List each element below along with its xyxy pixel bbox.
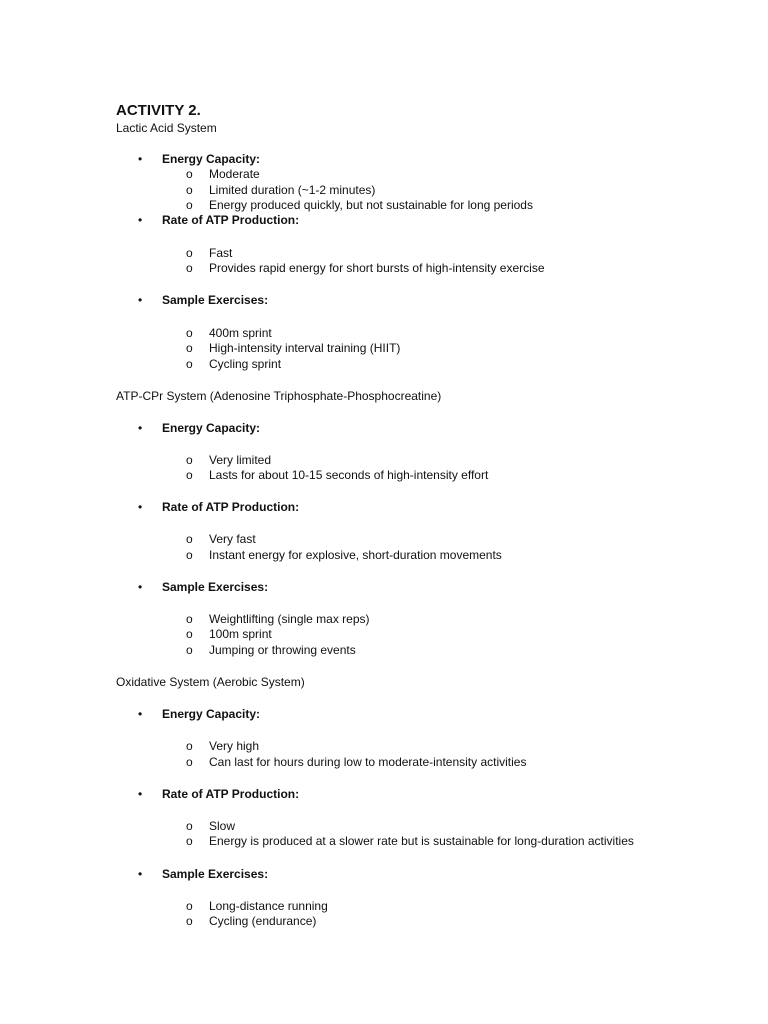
bullet-marker: • [138, 421, 143, 435]
bullet-marker: • [138, 580, 143, 594]
sub-bullet-marker: o [186, 532, 193, 546]
sub-bullet-marker: o [186, 468, 193, 482]
bullet-label: Sample Exercises: [162, 293, 269, 307]
sub-bullet-marker: o [186, 183, 193, 197]
activity-title: ACTIVITY 2. [116, 102, 201, 119]
list-item: Jumping or throwing events [209, 643, 356, 657]
list-item: Lasts for about 10-15 seconds of high-intensity effort [209, 468, 489, 482]
bullet-marker: • [138, 787, 143, 801]
bullet-label: Energy Capacity: [162, 421, 261, 435]
list-item: Very limited [209, 453, 272, 467]
list-item: Energy is produced at a slower rate but is sustainable for long-duration activities [209, 834, 634, 848]
bullet-label: Rate of ATP Production: [162, 787, 300, 801]
sub-bullet-marker: o [186, 643, 193, 657]
list-item: Long-distance running [209, 899, 328, 913]
list-item: Very high [209, 739, 260, 753]
bullet-marker: • [138, 707, 143, 721]
list-item: Weightlifting (single max reps) [209, 612, 370, 626]
list-item: Can last for hours during low to moderate-intensity activities [209, 755, 527, 769]
sub-bullet-marker: o [186, 755, 193, 769]
sub-bullet-marker: o [186, 612, 193, 626]
bullet-marker: • [138, 500, 143, 514]
bullet-label: Rate of ATP Production: [162, 500, 300, 514]
sub-bullet-marker: o [186, 357, 193, 371]
section-heading: Lactic Acid System [116, 121, 217, 135]
sub-bullet-marker: o [186, 246, 193, 260]
section-heading: Oxidative System (Aerobic System) [116, 675, 305, 689]
list-item: High-intensity interval training (HIIT) [209, 341, 401, 355]
sub-bullet-marker: o [186, 739, 193, 753]
sub-bullet-marker: o [186, 167, 193, 181]
list-item: Instant energy for explosive, short-duration movements [209, 548, 502, 562]
bullet-label: Energy Capacity: [162, 707, 261, 721]
bullet-marker: • [138, 213, 143, 227]
sub-bullet-marker: o [186, 198, 193, 212]
list-item: Cycling sprint [209, 357, 282, 371]
sub-bullet-marker: o [186, 341, 193, 355]
list-item: Provides rapid energy for short bursts of high-intensity exercise [209, 261, 545, 275]
list-item: Slow [209, 819, 236, 833]
list-item: Very fast [209, 532, 256, 546]
sub-bullet-marker: o [186, 914, 193, 928]
list-item: Fast [209, 246, 233, 260]
section-heading: ATP-CPr System (Adenosine Triphosphate-Phosphocreatine) [116, 389, 442, 403]
list-item: 100m sprint [209, 627, 272, 641]
bullet-label: Sample Exercises: [162, 580, 269, 594]
sub-bullet-marker: o [186, 899, 193, 913]
bullet-marker: • [138, 293, 143, 307]
bullet-marker: • [138, 152, 143, 166]
list-item: 400m sprint [209, 326, 272, 340]
list-item: Cycling (endurance) [209, 914, 317, 928]
list-item: Limited duration (~1-2 minutes) [209, 183, 376, 197]
sub-bullet-marker: o [186, 627, 193, 641]
bullet-label: Energy Capacity: [162, 152, 261, 166]
bullet-marker: • [138, 867, 143, 881]
list-item: Energy produced quickly, but not sustainable for long periods [209, 198, 533, 212]
sub-bullet-marker: o [186, 453, 193, 467]
sub-bullet-marker: o [186, 261, 193, 275]
list-item: Moderate [209, 167, 260, 181]
sub-bullet-marker: o [186, 326, 193, 340]
bullet-label: Sample Exercises: [162, 867, 269, 881]
sub-bullet-marker: o [186, 834, 193, 848]
sub-bullet-marker: o [186, 548, 193, 562]
sub-bullet-marker: o [186, 819, 193, 833]
bullet-label: Rate of ATP Production: [162, 213, 300, 227]
